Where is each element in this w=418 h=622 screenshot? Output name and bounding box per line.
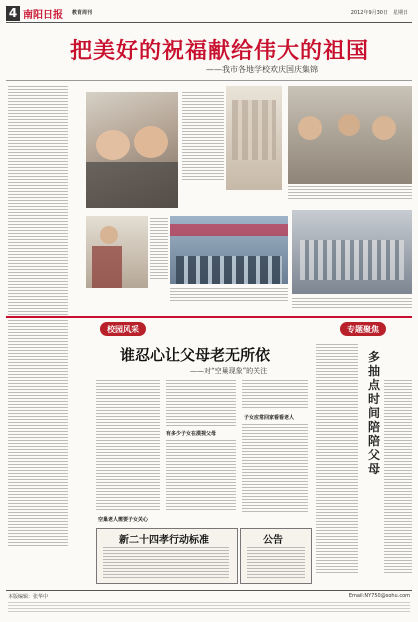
notice-title: 公告	[263, 535, 283, 546]
standards-box	[96, 528, 238, 584]
label-left-column	[100, 322, 146, 336]
sub-article-3-title: 子女应常回家看看老人	[244, 415, 295, 421]
feature-text-col-2b	[166, 440, 236, 512]
section-divider	[6, 316, 412, 318]
footer-left: 本版编辑：张华中	[8, 594, 49, 600]
right-text-column	[316, 344, 358, 574]
label-right-text: 专题聚焦	[347, 325, 379, 334]
sub-article-1-title: 有多少子女在漠视父母	[166, 431, 217, 437]
feature-headline: 谁忍心让父母老无所依	[120, 346, 271, 364]
top-headline: 把美好的祝福献给伟大的祖国	[70, 38, 370, 64]
top-subheadline: ——我市各地学校欢庆国庆集锦	[206, 65, 318, 74]
article-text-block-a	[182, 92, 224, 180]
photo-students-singing	[86, 92, 178, 208]
standards-title: 新二十四孝行动标准	[119, 535, 209, 546]
sub-article-2-title: 空巢老人需要子女关心	[98, 517, 149, 523]
label-left-text: 校园风采	[107, 325, 139, 334]
caption-block-e	[292, 298, 412, 310]
headline-rule	[6, 80, 412, 81]
photo-stage-performance	[170, 216, 288, 284]
feature-text-col-3	[242, 380, 308, 410]
feature-text-col-1	[96, 380, 160, 510]
paper-name: 南阳日报	[23, 10, 63, 21]
photo-teacher-student	[86, 216, 148, 288]
standards-text	[103, 547, 229, 579]
footer-imprint	[8, 602, 410, 614]
issue-date: 2012年9月30日 星期日	[350, 10, 408, 16]
masthead	[6, 6, 414, 22]
side-headline: 多抽点时间陪陪父母	[368, 350, 381, 476]
feature-subheadline: ——对“空巢现象”的关注	[190, 367, 268, 375]
page-number: 4	[6, 6, 20, 21]
section-name: 教育周刊	[72, 10, 93, 16]
feature-text-col-3b	[242, 424, 308, 514]
caption-block-d	[170, 288, 288, 302]
photo-students-flags	[226, 86, 282, 190]
feature-text-col-2	[166, 380, 236, 426]
notice-box	[240, 528, 312, 584]
label-right-column	[340, 322, 386, 336]
masthead-rule	[6, 22, 412, 23]
caption-block-c	[150, 218, 168, 280]
caption-block-b	[288, 186, 412, 200]
side-text-column	[384, 380, 412, 574]
footer-email: Email:NY750@sohu.com	[348, 593, 410, 599]
photo-classroom	[288, 86, 412, 184]
footer-rule	[6, 590, 412, 591]
notice-text	[247, 547, 305, 579]
photo-rally	[292, 210, 412, 294]
